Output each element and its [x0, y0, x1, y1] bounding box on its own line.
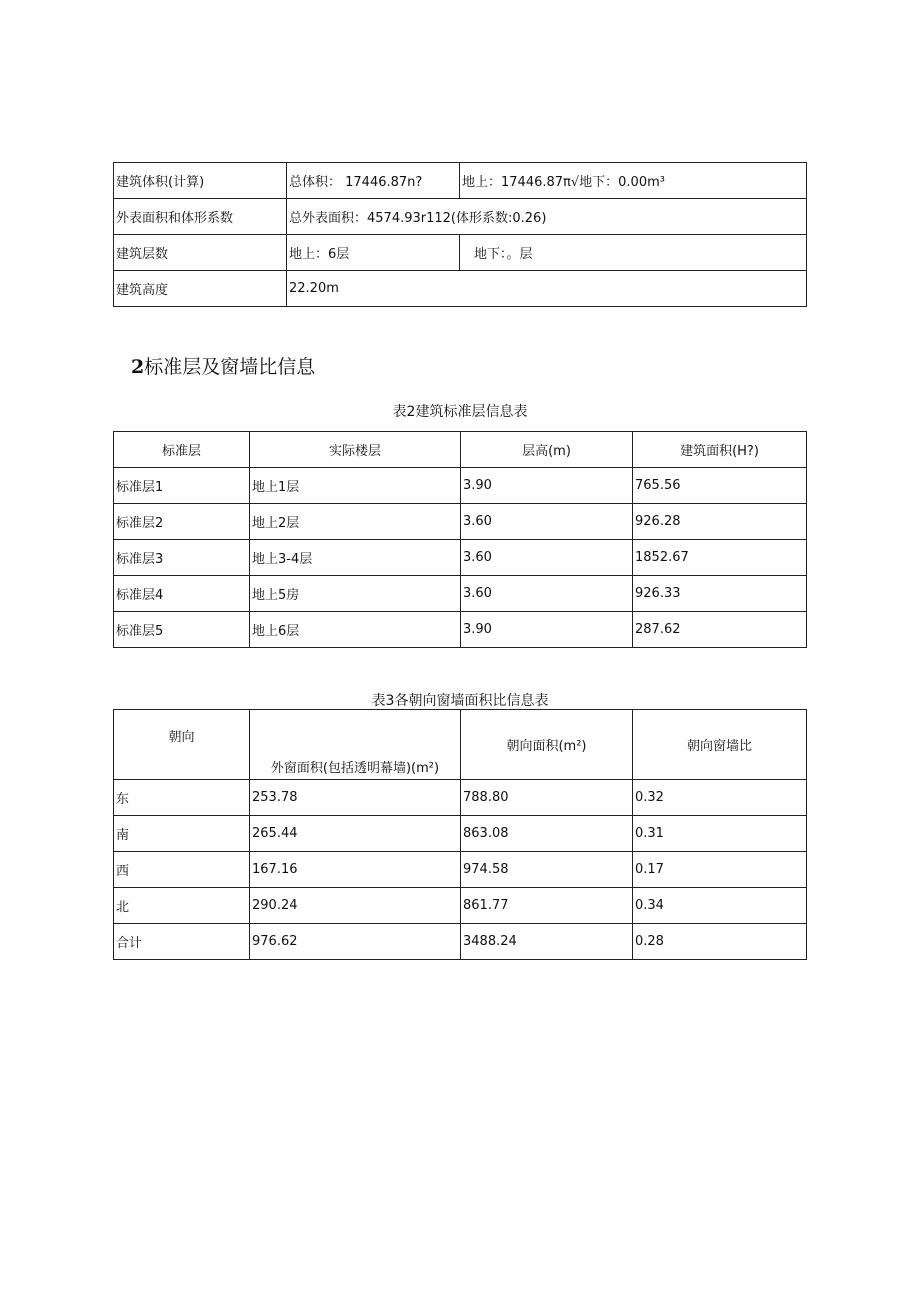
- table-row: [114, 468, 807, 504]
- standard-floor-table: [113, 431, 807, 648]
- cell: 地上2层: [250, 504, 461, 540]
- above-below-volume: 地上：17446.87π√地下：0.00m³: [460, 163, 807, 199]
- column-header: 标准层: [114, 432, 250, 468]
- cell: 西: [114, 852, 250, 888]
- table2-caption: 表2建筑标准层信息表: [392, 404, 528, 420]
- table-header-row: [114, 710, 807, 780]
- cell: 3.60: [461, 504, 633, 540]
- cell: 167.16: [250, 852, 461, 888]
- cell: 北: [114, 888, 250, 924]
- table-row: [114, 540, 807, 576]
- cell: 3.60: [461, 576, 633, 612]
- cell: 0.17: [633, 852, 807, 888]
- cell: 253.78: [250, 780, 461, 816]
- surface-area: 总外表面积：4574.93r112(体形系数:0.26): [287, 199, 807, 235]
- table-row: [114, 199, 807, 235]
- table-row: [114, 888, 807, 924]
- cell: 974.58: [461, 852, 633, 888]
- table-row: [114, 852, 807, 888]
- column-header: 层高(m): [461, 432, 633, 468]
- cell: 标准层2: [114, 504, 250, 540]
- cell: 0.28: [633, 924, 807, 960]
- table3-caption: 表3各朝向窗墙面积比信息表: [371, 693, 549, 709]
- column-header: 朝向: [114, 710, 250, 780]
- floors-below: 地下：。层: [460, 235, 807, 271]
- cell: 1852.67: [633, 540, 807, 576]
- cell: 地上6层: [250, 612, 461, 648]
- cell: 3.90: [461, 612, 633, 648]
- cell: 标准层4: [114, 576, 250, 612]
- row-label: 建筑高度: [114, 271, 287, 307]
- cell: 265.44: [250, 816, 461, 852]
- cell: 东: [114, 780, 250, 816]
- section-title: 标准层及窗墙比信息: [144, 356, 316, 378]
- table-row: [114, 576, 807, 612]
- table-row: [114, 271, 807, 307]
- cell: 南: [114, 816, 250, 852]
- cell: 926.33: [633, 576, 807, 612]
- cell: 标准层3: [114, 540, 250, 576]
- table-row: [114, 924, 807, 960]
- cell: 地上1层: [250, 468, 461, 504]
- cell: 926.28: [633, 504, 807, 540]
- table-header-row: [114, 432, 807, 468]
- cell: 3488.24: [461, 924, 633, 960]
- cell: 788.80: [461, 780, 633, 816]
- cell: 765.56: [633, 468, 807, 504]
- cell: 0.32: [633, 780, 807, 816]
- cell: 地上5房: [250, 576, 461, 612]
- building-info-table: [113, 162, 807, 307]
- table-row: [114, 780, 807, 816]
- column-header: 朝向面积(m²): [461, 710, 633, 780]
- table-row: [114, 612, 807, 648]
- row-label: 外表面积和体形系数: [114, 199, 287, 235]
- section-number: 2: [131, 356, 145, 378]
- orientation-window-ratio-table: [113, 709, 807, 960]
- table-row: [114, 163, 807, 199]
- column-header: 建筑面积(H?): [633, 432, 807, 468]
- cell: 290.24: [250, 888, 461, 924]
- table-row: [114, 816, 807, 852]
- cell: 861.77: [461, 888, 633, 924]
- cell: 863.08: [461, 816, 633, 852]
- column-header: 朝向窗墙比: [633, 710, 807, 780]
- cell: 标准层1: [114, 468, 250, 504]
- cell: 0.34: [633, 888, 807, 924]
- table-row: [114, 235, 807, 271]
- cell: 合计: [114, 924, 250, 960]
- cell: 地上3-4层: [250, 540, 461, 576]
- cell: 976.62: [250, 924, 461, 960]
- cell: 0.31: [633, 816, 807, 852]
- section-heading: [131, 352, 315, 379]
- total-volume: 总体积： 17446.87n?: [287, 163, 460, 199]
- building-height: 22.20m: [287, 271, 807, 307]
- row-label: 建筑层数: [114, 235, 287, 271]
- cell: 3.60: [461, 540, 633, 576]
- cell: 3.90: [461, 468, 633, 504]
- row-label: 建筑体积(计算): [114, 163, 287, 199]
- cell: 标准层5: [114, 612, 250, 648]
- floors-above: 地上：6层: [287, 235, 460, 271]
- column-header: 实际楼层: [250, 432, 461, 468]
- column-header: 外窗面积(包括透明幕墙)(m²): [250, 710, 461, 780]
- table-row: [114, 504, 807, 540]
- cell: 287.62: [633, 612, 807, 648]
